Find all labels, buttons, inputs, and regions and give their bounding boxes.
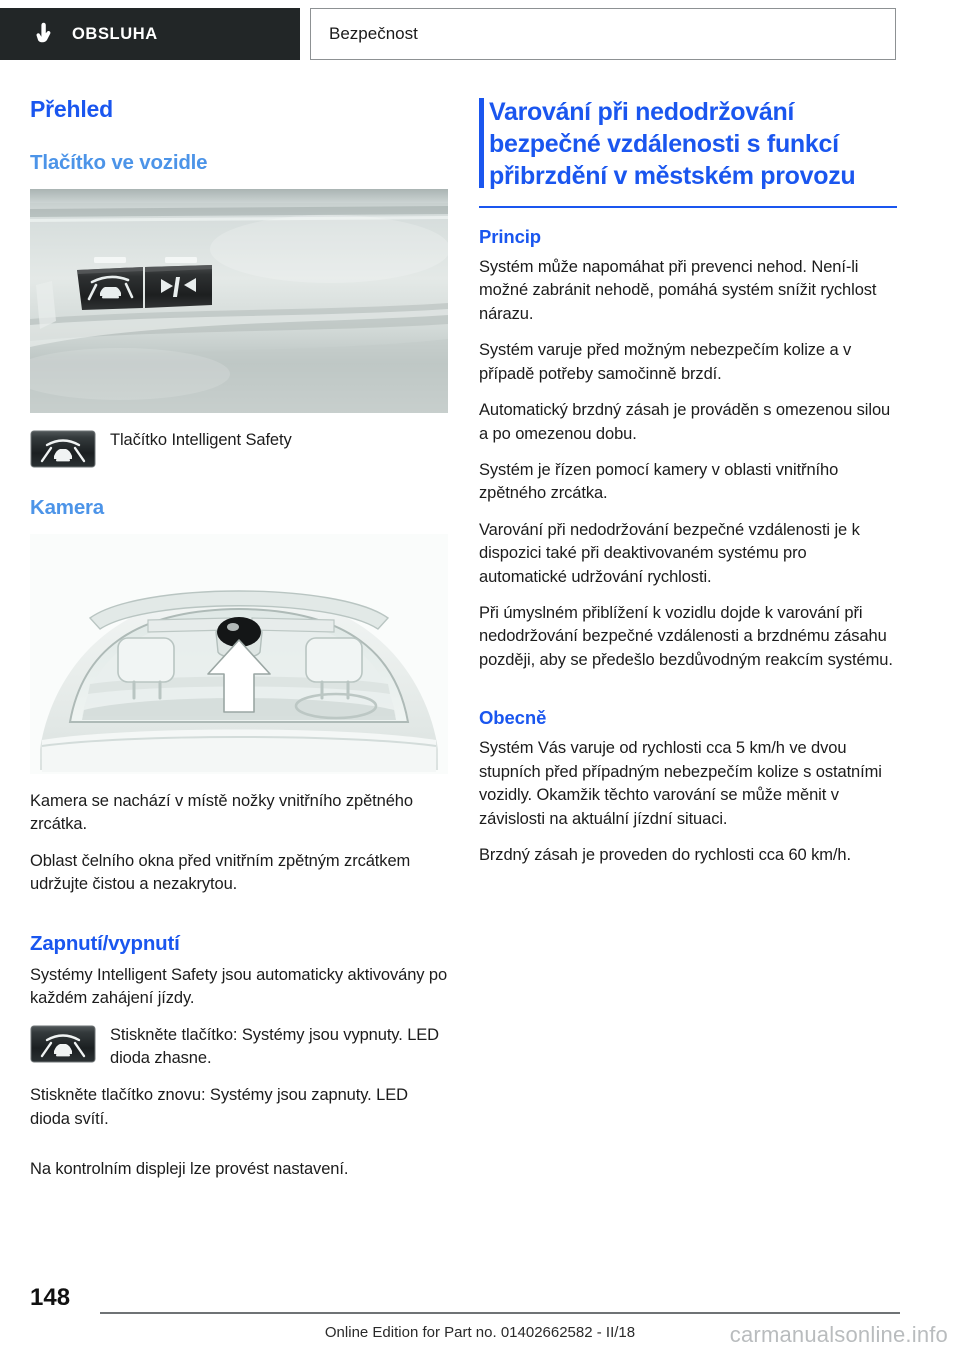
princip-paragraph-4: Systém je řízen pomocí kamery v oblasti vnitřního zpětného zrcátka. xyxy=(479,460,839,503)
camera-paragraph-2: Oblast čelního okna před vnitřním zpětným zrcátkem udržujte čistou a nezakrytou. xyxy=(30,851,411,894)
windshield-camera-illustration xyxy=(30,534,448,774)
heading-tlacitko-ve-vozidle: Tlačítko ve vozidle xyxy=(30,151,208,174)
footer-edition-note: Online Edition for Part no. 01402662582 - II/18 xyxy=(324,1324,636,1341)
heading-zapnuti-vypnuti: Zapnutí/vypnutí xyxy=(30,931,180,955)
onoff-icon-text: Stiskněte tlačítko: Systémy jsou vypnuty. LED dioda zhasne. xyxy=(110,1025,439,1067)
chapter-title: Přehled xyxy=(30,96,113,122)
caption-intelligent-safety-label: Tlačítko Intelligent Safety xyxy=(110,431,292,449)
onoff-paragraph-3: Na kontrolním displeji lze provést nastavení. xyxy=(30,1160,349,1179)
princip-paragraph-6: Při úmyslném přiblížení k vozidlu dojde k varování při nedodržování bezpečné vzdálenosti a brzdnému zásahu později, aby se předešlo bezdůvodným reakcím systému. xyxy=(479,604,893,669)
right-column xyxy=(479,96,897,867)
tab-obsluha-label: OBSLUHA xyxy=(72,24,158,43)
figure-vehicle-button xyxy=(30,189,448,413)
topic-accent-bar xyxy=(479,98,484,188)
princip-paragraph-1: Systém může napomáhat při prevenci nehod. Není-li možné zabránit nehodě, pomáhá systém snížit rychlost nárazu. xyxy=(479,258,877,323)
camera-paragraph-1: Kamera se nachází v místě nožky vnitřního zpětného zrcátka. xyxy=(30,792,413,834)
onoff-icon-row xyxy=(30,1024,448,1071)
topic-divider xyxy=(479,206,897,208)
footer-divider xyxy=(100,1312,900,1314)
caption-row-intelligent-safety xyxy=(30,429,448,468)
princip-paragraph-2: Systém varuje před možným nebezpečím kolize a v případě potřeby samočinně brzdí. xyxy=(479,341,852,383)
hand-pointer-icon xyxy=(36,22,54,46)
heading-princip: Princip xyxy=(479,226,542,247)
tab-obsluha[interactable] xyxy=(0,8,300,60)
topic-heading-text: Varování při nedodržování bezpečné vzdálenosti s funkcí přibrzdění v městském provozu xyxy=(489,98,856,190)
tab-bezpecnost-label: Bezpečnost xyxy=(329,24,418,43)
heading-obecne: Obecně xyxy=(479,707,547,729)
page-footer xyxy=(0,1262,960,1362)
princip-paragraph-3: Automatický brzdný zásah je prováděn s omezenou silou a po omezenou dobu. xyxy=(479,401,891,443)
onoff-paragraph-2: Stiskněte tlačítko znovu: Systémy jsou zapnuty. LED dioda svítí. xyxy=(30,1086,408,1128)
figure-camera xyxy=(30,534,448,774)
topic-heading xyxy=(479,96,897,192)
heading-kamera: Kamera xyxy=(30,496,105,519)
intelligent-safety-button-icon xyxy=(30,1025,96,1063)
tab-bezpecnost[interactable] xyxy=(310,8,896,60)
overhead-console-photo xyxy=(30,189,448,413)
obecne-paragraph-1: Systém Vás varuje od rychlosti cca 5 km/h ve dvou stupních před případným nebezpečím kolize s ostatními vozidly. Okamžik těchto varování se může měnit v závislosti na aktuální jízdní situaci. xyxy=(479,739,882,828)
page-number: 148 xyxy=(30,1284,71,1311)
onoff-paragraph-1: Systémy Intelligent Safety jsou automaticky aktivovány po každém zahájení jízdy. xyxy=(30,965,448,1008)
page-header xyxy=(0,8,960,60)
princip-paragraph-5: Varování při nedodržování bezpečné vzdálenosti je k dispozici také při deaktivovaném systému pro automatické udržování rychlosti. xyxy=(479,520,860,586)
site-watermark: carmanualsonline.info xyxy=(729,1322,948,1347)
left-column xyxy=(30,96,448,1182)
obecne-paragraph-2: Brzdný zásah je proveden do rychlosti cca 60 km/h. xyxy=(479,846,851,865)
intelligent-safety-button-icon xyxy=(30,430,96,468)
